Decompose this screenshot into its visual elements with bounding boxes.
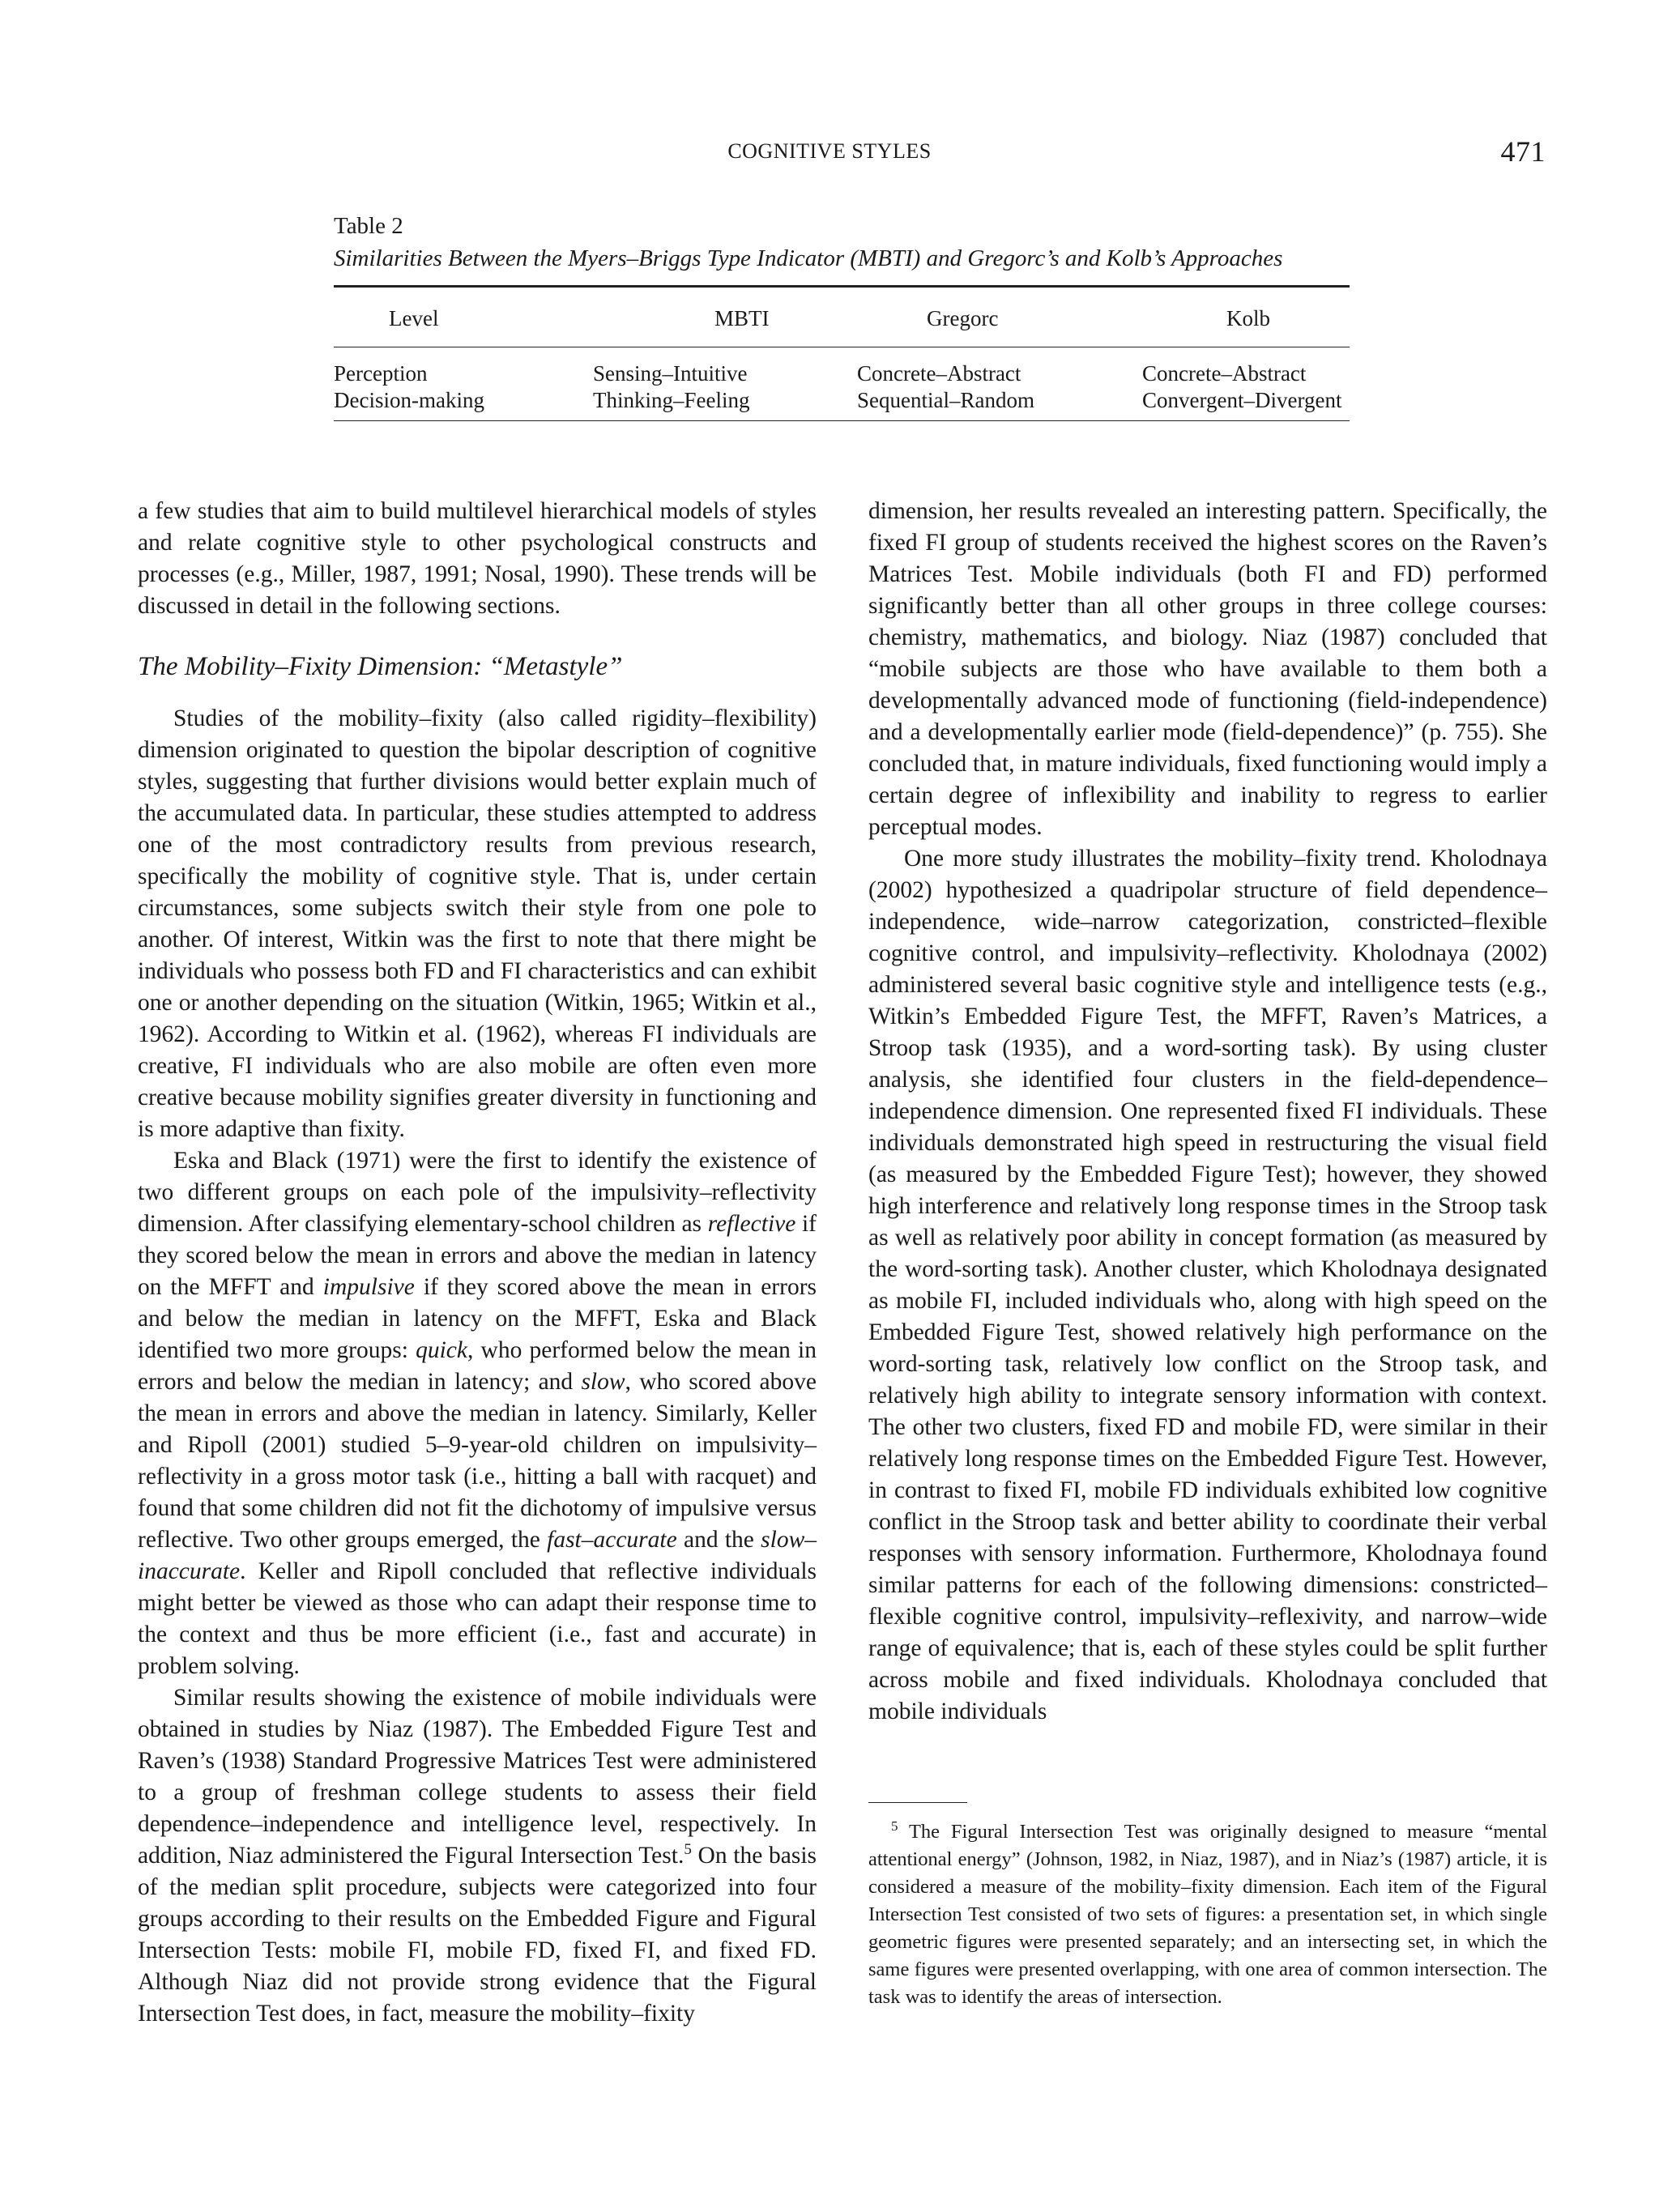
table-cell: Sensing–Intuitive bbox=[593, 361, 748, 386]
paragraph bbox=[138, 1145, 817, 1682]
table-header-cell: Gregorc bbox=[927, 306, 999, 330]
text-run: Similar results showing the existence of mobile individuals were obtained in studies by Niaz (1987). The Embedded Figure Test and Raven’s (1938) Standard Progressive Matrices Test were administered to a group of freshman college students to assess their field dependence–independence and intelligence level, respectively. In addition, Niaz administered the Figural Intersection Test. bbox=[138, 1685, 817, 1869]
table-row bbox=[334, 387, 1350, 414]
paragraph: Studies of the mobility–fixity (also called rigidity–flexibility) dimension originated to question the bipolar description of cognitive styles, suggesting that further divisions would better explain much of the accumulated data. In particular, these studies attempted to address one of the most contradictory results from previous research, specifically the mobility of cognitive style. That is, under certain circumstances, some subjects switch their style from one pole to another. Of interest, Witkin was the first to note that there might be individuals who possess both FD and FI characteristics and can exhibit one or another depending on the situation (Witkin, 1965; Witkin et al., 1962). According to Witkin et al. (1962), whereas FI individuals are creative, FI individuals who are also mobile are often even more creative because mobility signifies greater diversity in functioning and is more adaptive than fixity. bbox=[138, 705, 817, 1142]
paragraph bbox=[138, 1682, 817, 2030]
table-header-cell: Level bbox=[389, 306, 439, 330]
footnote-mark: 5 bbox=[891, 1818, 898, 1834]
running-title: COGNITIVE STYLES bbox=[727, 139, 932, 163]
footnote-reference[interactable]: 5 bbox=[684, 1841, 692, 1859]
table-row bbox=[334, 360, 1350, 387]
text-run: , who scored above the mean in errors and above the median in latency. Similarly, Keller and Ripoll (2001) studied 5–9-year-old children on impulsivity–reflectivity in a gross motor task (i.e., hitting a ball with racquet) and found that some children did not fit the dichotomy of impulsive versus reflective. Two other groups emerged, the bbox=[138, 1369, 817, 1553]
text-run: Eska and Black (1971) were the first to identify the existence of two different groups on each pole of the impulsivity–reflectivity dimension. After classifying elementary-school children as bbox=[138, 1148, 817, 1237]
paragraph: a few studies that aim to build multilevel hierarchical models of styles and relate cognitive style to other psychological constructs and processes (e.g., Miller, 1987, 1991; Nosal, 1990). These trends will be discussed in detail in the following sections. bbox=[138, 498, 817, 619]
table-cell: Concrete–Abstract bbox=[857, 361, 1021, 386]
table-body bbox=[334, 347, 1350, 414]
paragraph: One more study illustrates the mobility–fixity trend. Kholodnaya (2002) hypothesized a quadripolar structure of field dependence–independence, wide–narrow categorization, constricted–flexible cognitive control, and impulsivity–reflectivity. Kholodnaya (2002) administered several basic cognitive style and intelligence tests (e.g., Witkin’s Embedded Figure Test, the MFFT, Raven’s Matrices, a Stroop task (1935), and a word-sorting task). By using cluster analysis, she identified four clusters in the field-dependence–independence dimension. One represented fixed FI individuals. These individuals demonstrated high speed in restructuring the visual field (as measured by the Embedded Figure Test); however, they showed high interference and relatively long response times in the Stroop task as well as relatively poor ability in concept formation (as measured by the word-sorting task). Another cluster, which Kholodnaya designated as mobile FI, included individuals who, along with high speed on the Embedded Figure Test, showed relatively high performance on the word-sorting task, relatively low conflict on the Stroop task, and relatively high ability to integrate sensory information with context. The other two clusters, fixed FD and mobile FD, were similar in their relatively long response times on the Embedded Figure Test. However, in contrast to fixed FI, mobile FD individuals exhibited low cognitive conflict in the Stroop task and better ability to coordinate their verbal responses with sensory information. Furthermore, Kholodnaya found similar patterns for each of the following dimensions: constricted–flexible cognitive control, impulsivity–reflexivity, and narrow–wide range of equivalence; that is, each of these styles could be split further across mobile and fixed individuals. Kholodnaya concluded that mobile individuals bbox=[868, 846, 1547, 1724]
paragraph: dimension, her results revealed an interesting pattern. Specifically, the fixed FI group of students received the highest scores on the Raven’s Matrices Test. Mobile individuals (both FI and FD) performed significantly better than all other groups in three college courses: chemistry, mathematics, and biology. Niaz (1987) concluded that “mobile subjects are those who have available to them both a developmentally advanced mode of functioning (field-independence) and a developmentally earlier mode (field-dependence)” (p. 755). She concluded that, in mature individuals, fixed functioning would imply a certain degree of inflexibility and inability to regress to earlier perceptual modes. bbox=[868, 498, 1547, 840]
text-run: if they scored below the mean in errors and above the median in latency on the MFFT and bbox=[138, 1211, 817, 1300]
italic-term: quick bbox=[416, 1337, 467, 1363]
table-cell: Concrete–Abstract bbox=[1142, 361, 1307, 386]
table-number: Table 2 bbox=[334, 213, 403, 239]
table-cell: Decision-making bbox=[334, 388, 484, 412]
table-caption: Similarities Between the Myers–Briggs Type Indicator (MBTI) and Gregorc’s and Kolb’s Approaches bbox=[334, 245, 1283, 271]
footnote-text bbox=[868, 1818, 1547, 2011]
table-header-cell: Kolb bbox=[1226, 306, 1270, 330]
left-column bbox=[138, 496, 817, 2030]
table-rule-bottom bbox=[334, 420, 1350, 421]
text-run: , who performed below the mean in errors and below the median in latency; and bbox=[138, 1337, 817, 1395]
text-run: The Figural Intersection Test was originally designed to measure “mental attentional energy” (Johnson, 1982, in Niaz, 1987), and in Niaz’s (1987) article, it is considered a measure of the mobility–fixity dimension. Each item of the Figural Intersection Test consisted of two sets of figures: a presentation set, in which single geometric figures were presented separately; and an intersecting set, in which the same figures were presented overlapping, with one area of common intersection. The task was to identify the areas of intersection. bbox=[868, 1821, 1547, 2008]
text-run: and the bbox=[676, 1527, 761, 1553]
footnote bbox=[868, 1818, 1547, 2011]
page-number: 471 bbox=[1500, 135, 1546, 168]
footnote-rule bbox=[868, 1802, 967, 1803]
table-2 bbox=[334, 211, 1350, 421]
section-heading: The Mobility–Fixity Dimension: “Metastyle” bbox=[138, 652, 623, 681]
text-run: if they scored above the mean in errors and below the median in latency on the MFFT, Eska and Black identified two more groups: bbox=[138, 1274, 817, 1363]
italic-term: fast–accurate bbox=[547, 1527, 677, 1553]
table-header-cell: MBTI bbox=[714, 306, 770, 330]
text-run: . Keller and Ripoll concluded that reflective individuals might better be viewed as those who can adapt their response time to the context and thus be more efficient (i.e., fast and accurate) in problem solving. bbox=[138, 1558, 817, 1679]
italic-term: slow–inaccurate bbox=[138, 1527, 817, 1584]
right-column bbox=[868, 496, 1547, 1728]
table-cell: Perception bbox=[334, 361, 428, 386]
text-run: On the basis of the median split procedure, subjects were categorized into four groups according to their results on the Embedded Figure and Figural Intersection Tests: mobile FI, mobile FD, fixed FI, and fixed FD. Although Niaz did not provide strong evidence that the Figural Intersection Test does, in fact, measure the mobility–fixity bbox=[138, 1843, 817, 2027]
table-cell: Sequential–Random bbox=[857, 388, 1034, 412]
italic-term: impulsive bbox=[322, 1274, 415, 1300]
italic-term: reflective bbox=[707, 1211, 796, 1237]
table-cell: Thinking–Feeling bbox=[593, 388, 750, 412]
table-header-row bbox=[334, 288, 1350, 347]
table-cell: Convergent–Divergent bbox=[1142, 388, 1342, 412]
italic-term: slow bbox=[581, 1369, 625, 1395]
